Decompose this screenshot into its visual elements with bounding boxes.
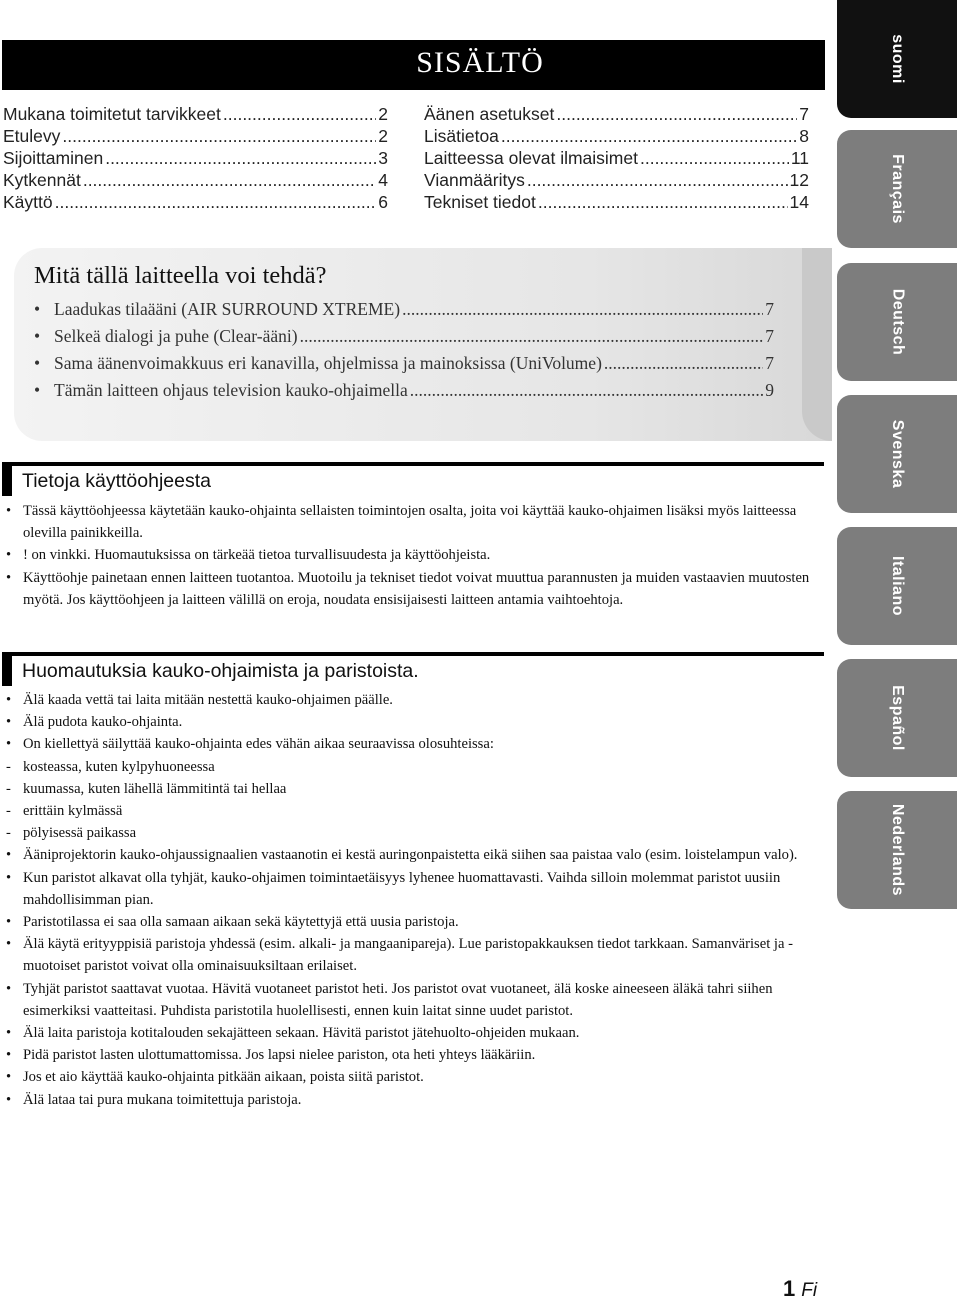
- list-item-text: kuumassa, kuten lähellä lämmitintä tai hellaa: [23, 780, 287, 797]
- feature-item: [34, 377, 774, 404]
- toc-leader-dots: [83, 169, 376, 191]
- feature-item-page: 7: [765, 326, 774, 346]
- list-item: [6, 756, 816, 778]
- list-item-text: kosteassa, kuten kylpyhuoneessa: [23, 758, 215, 775]
- language-tab-label: suomi: [889, 34, 906, 84]
- list-item: [6, 867, 816, 911]
- feature-item-page: 7: [765, 353, 774, 373]
- list-item-text: Paristotilassa ei saa olla samaan aikaan sekä käytettyjä että uusia paristoja.: [23, 914, 459, 931]
- language-tab[interactable]: [837, 0, 957, 118]
- dash-marker: -: [6, 758, 11, 775]
- toc-entry-label: Etulevy: [3, 126, 61, 146]
- bullet-icon: •: [6, 1091, 12, 1108]
- language-tab[interactable]: [837, 527, 957, 645]
- list-item: [6, 933, 816, 977]
- bullet-icon: •: [34, 299, 41, 319]
- toc-leader-dots: [300, 323, 764, 350]
- toc-entry-label: Vianmääritys: [424, 170, 525, 190]
- section-heading-manual-info: [2, 462, 824, 496]
- list-item: [6, 567, 816, 611]
- dash-marker: -: [6, 780, 11, 797]
- toc-entry-label: Kytkennät: [3, 170, 81, 190]
- list-item: [6, 800, 816, 822]
- section-heading-remote-notes: [2, 652, 824, 686]
- list-item-text: Käyttöohje painetaan ennen laitteen tuotantoa. Muotoilu ja tekniset tiedot voivat muuttua parannusten ja muiden vastaavien muutosten myötä. Jos käyttöohjeen ja laitteen välillä on eroja, noudata ensisijaisesti laitteen antamia vaihtoehtoja.: [23, 569, 810, 608]
- toc-right-column: [424, 103, 809, 213]
- list-item: [6, 1044, 816, 1066]
- list-item: [6, 1066, 816, 1088]
- list-item-text: erittäin kylmässä: [23, 803, 123, 820]
- toc-leader-dots: [527, 169, 788, 191]
- feature-item-text: Selkeä dialogi ja puhe (Clear-ääni): [54, 326, 298, 346]
- toc-entry[interactable]: [424, 191, 809, 213]
- list-item-text: Tyhjät paristot saattavat vuotaa. Hävitä vuotaneet paristot heti. Jos paristot ovat vuotaneet, älä koske aineeseen äläkä tahri siihen esimerkiksi vaatteitasi. Puhdista paristotila huolellisesti, ennen kuin laitat sinne uudet paristot.: [23, 980, 773, 1019]
- bullet-icon: •: [6, 714, 12, 731]
- page-language-code: Fi: [801, 1280, 818, 1301]
- language-tab[interactable]: [837, 659, 957, 777]
- list-item: [6, 1022, 816, 1044]
- list-item-text: Ääniprojektorin kauko-ohjaussignaalien vastaanotin ei kestä auringonpaistetta eikä siihen saa paistaa valo (esim. loistelampun valo).: [23, 847, 798, 864]
- bullet-icon: •: [6, 936, 12, 953]
- list-item: [6, 822, 816, 844]
- list-item-text: Tässä käyttöohjeessa käytetään kauko-ohjainta sellaisten toimintojen osalta, joita voi käyttää kauko-ohjaimen lisäksi myös laitteessa olevilla painikkeilla.: [23, 503, 797, 542]
- toc-leader-dots: [556, 103, 797, 125]
- toc-entry-label: Käyttö: [3, 192, 53, 212]
- toc-entry[interactable]: [424, 169, 809, 191]
- feature-item: [34, 296, 774, 323]
- toc-leader-dots: [55, 191, 377, 213]
- bullet-icon: •: [6, 692, 12, 708]
- bullet-icon: •: [34, 380, 41, 400]
- list-item: [6, 1089, 816, 1111]
- feature-list: [34, 296, 774, 404]
- list-item: [6, 978, 816, 1022]
- language-tab[interactable]: [837, 395, 957, 513]
- list-item: [6, 500, 816, 544]
- language-tab-label: Svenska: [889, 419, 906, 489]
- language-tab-label: Español: [888, 685, 906, 751]
- toc-leader-dots: [223, 103, 376, 125]
- bullet-icon: •: [6, 569, 12, 586]
- list-item: [6, 778, 816, 800]
- toc-entry-label: Äänen asetukset: [424, 104, 555, 124]
- language-tab[interactable]: [837, 130, 957, 248]
- bullet-icon: •: [6, 980, 12, 997]
- list-item-text: Älä käytä erityyppisiä paristoja yhdessä (esim. alkali- ja mangaanipareja). Lue paristopakkauksen tiedot tarkkaan. Samanväriset ja -muotoiset paristot voivat olla ominaisuuksiltaan erilaiset.: [23, 936, 793, 975]
- toc-entry-label: Lisätietoa: [424, 126, 499, 146]
- feature-item: [34, 323, 774, 350]
- bullet-icon: •: [6, 1025, 12, 1042]
- dash-marker: -: [6, 825, 11, 842]
- toc-entry-page: 6: [378, 192, 388, 212]
- toc-entry-label: Sijoittaminen: [3, 148, 104, 168]
- list-item-text: ! on vinkki. Huomautuksissa on tärkeää tietoa turvallisuudesta ja käyttöohjeista.: [23, 547, 491, 564]
- section-heading-text: Tietoja käyttöohjeesta: [22, 470, 211, 492]
- page-title: SISÄLTÖ: [416, 46, 544, 79]
- toc-entry[interactable]: [3, 125, 388, 147]
- toc-leader-dots: [640, 147, 789, 169]
- list-item-text: Pidä paristot lasten ulottumattomissa. Jos lapsi nielee pariston, ota heti yhteys lääkäriin.: [23, 1047, 536, 1064]
- page-number: 1 Fi: [783, 1276, 818, 1301]
- bullet-icon: •: [6, 869, 12, 886]
- toc-entry-page: 12: [789, 170, 809, 190]
- toc-leader-dots: [410, 377, 763, 404]
- language-tab-label: Deutsch: [889, 288, 906, 356]
- list-item: [6, 733, 816, 755]
- toc-entry-page: 4: [378, 170, 388, 190]
- feature-item: [34, 350, 774, 377]
- toc-leader-dots: [402, 296, 763, 323]
- bullet-icon: •: [6, 736, 12, 753]
- toc-entry-page: 2: [378, 104, 388, 124]
- list-item-text: pölyisessä paikassa: [23, 825, 137, 842]
- list-item: [6, 689, 816, 711]
- toc-left-column: [3, 103, 388, 213]
- bullet-icon: •: [34, 353, 41, 373]
- language-tab[interactable]: [837, 791, 957, 909]
- language-tab-label: Français: [889, 154, 906, 224]
- toc-leader-dots: [62, 125, 376, 147]
- toc-entry[interactable]: [3, 103, 388, 125]
- bullet-icon: •: [34, 326, 41, 346]
- toc-entry-page: 7: [799, 104, 809, 124]
- list-item-text: Älä laita paristoja kotitalouden sekajätteen sekaan. Hävitä paristot jätehuolto-ohjeiden mukaan.: [23, 1025, 580, 1042]
- toc-entry-page: 2: [378, 126, 388, 146]
- toc-entry-page: 3: [378, 148, 388, 168]
- list-item: [6, 544, 816, 566]
- remote-notes-list: [6, 689, 816, 1111]
- list-item-text: Jos et aio käyttää kauko-ohjainta pitkään aikaan, poista siitä paristot.: [23, 1069, 424, 1086]
- manual-info-list: [6, 500, 816, 611]
- list-item-text: On kiellettyä säilyttää kauko-ohjainta edes vähän aikaa seuraavissa olosuhteissa:: [23, 736, 494, 753]
- toc-leader-dots: [538, 191, 788, 213]
- toc-entry-page: 14: [789, 192, 809, 212]
- list-item-text: Älä pudota kauko-ohjainta.: [23, 714, 183, 731]
- bullet-icon: •: [6, 1069, 12, 1086]
- toc-entry[interactable]: [424, 147, 809, 169]
- list-item: [6, 844, 816, 866]
- language-tab[interactable]: [837, 263, 957, 381]
- list-item-text: Älä lataa tai pura mukana toimitettuja paristoja.: [23, 1091, 302, 1108]
- bullet-icon: •: [6, 914, 12, 931]
- bullet-icon: •: [6, 503, 12, 519]
- feature-item-page: 7: [765, 299, 774, 319]
- feature-title: Mitä tällä laitteella voi tehdä?: [34, 262, 327, 289]
- feature-item-text: Sama äänenvoimakkuus eri kanavilla, ohjelmissa ja mainoksissa (UniVolume): [54, 353, 602, 373]
- feature-item-text: Laadukas tilaääni (AIR SURROUND XTREME): [54, 299, 401, 319]
- feature-item-text: Tämän laitteen ohjaus television kauko-ohjaimella: [54, 380, 408, 400]
- list-item: [6, 711, 816, 733]
- toc-entry[interactable]: [3, 191, 388, 213]
- list-item-text: Älä kaada vettä tai laita mitään nestettä kauko-ohjaimen päälle.: [23, 692, 393, 708]
- toc-leader-dots: [105, 147, 376, 169]
- toc-entry[interactable]: [424, 103, 809, 125]
- language-tab-label: Nederlands: [888, 803, 906, 897]
- toc-entry[interactable]: [3, 147, 388, 169]
- feature-item-page: 9: [765, 380, 774, 400]
- section-heading-text: Huomautuksia kauko-ohjaimista ja paristoista.: [22, 660, 419, 682]
- toc-entry-page: 11: [790, 148, 809, 168]
- toc-leader-dots: [604, 350, 763, 377]
- bullet-icon: •: [6, 547, 12, 564]
- list-item: [6, 911, 816, 933]
- toc-entry-page: 8: [799, 126, 809, 146]
- toc-entry-label: Mukana toimitetut tarvikkeet: [3, 104, 221, 124]
- dash-marker: -: [6, 803, 11, 820]
- toc-entry[interactable]: [424, 125, 809, 147]
- toc-leader-dots: [501, 125, 797, 147]
- bullet-icon: •: [6, 847, 12, 864]
- toc-entry-label: Tekniset tiedot: [424, 192, 536, 212]
- language-tab-label: Italiano: [888, 555, 906, 617]
- toc-entry[interactable]: [3, 169, 388, 191]
- toc-entry-label: Laitteessa olevat ilmaisimet: [424, 148, 638, 168]
- list-item-text: Kun paristot alkavat olla tyhjät, kauko-ohjaimen toimintaetäisyys lyhenee huomattavasti. Vaihda silloin molemmat paristot uusiin mahdollisimman pian.: [23, 869, 781, 908]
- bullet-icon: •: [6, 1047, 12, 1064]
